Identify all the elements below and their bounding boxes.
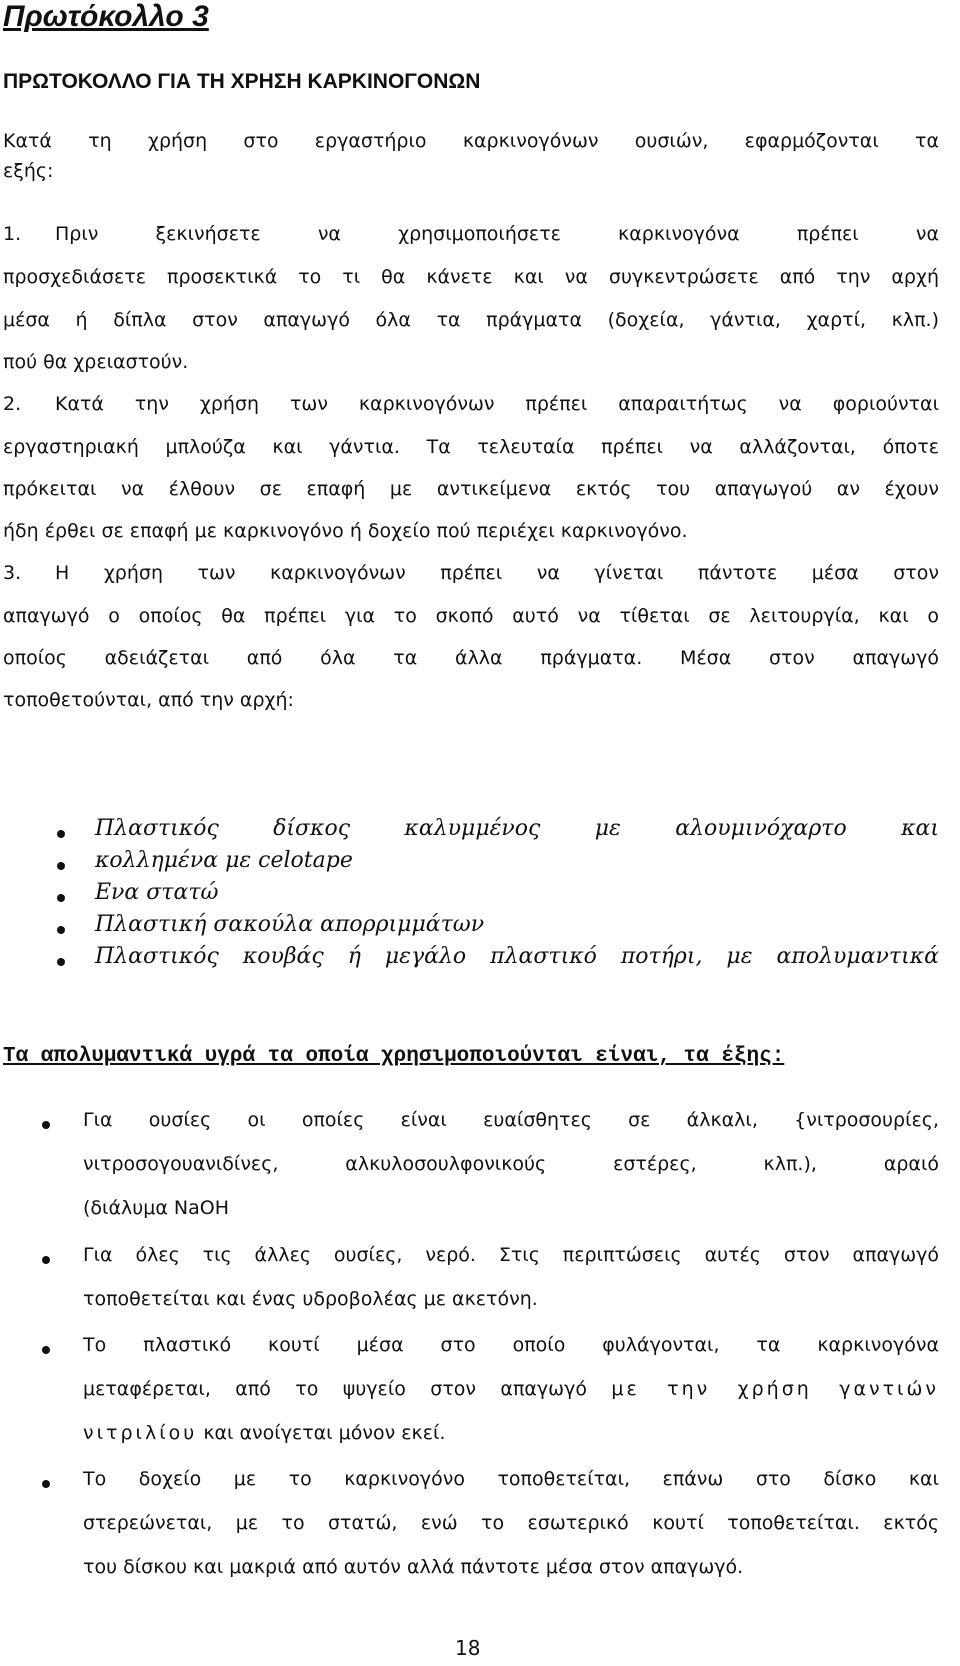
rule-1-line: προσχεδιάσετε προσεκτικά το τι θα κάνετε και να συγκεντρώσετε από την αρχή: [3, 266, 939, 288]
rule-3-line: τοποθετούνται, από την αρχή:: [3, 689, 294, 711]
disinfectant-item-1-line: νιτροσογουανιδίνες, αλκυλοσουλφονικούς εστέρες, κλπ.), αραιό: [83, 1153, 939, 1175]
rule-3-line: [3, 562, 939, 584]
rule-1-number: 1.: [3, 223, 22, 245]
bullet-dot-icon: [42, 1480, 50, 1488]
rule-1-line: μέσα ή δίπλα στον απαγωγό όλα τα πράγματα (δοχεία, γάντια, χαρτί, κλπ.): [3, 309, 939, 331]
rule-2-line: εργαστηριακή μπλούζα και γάντια. Τα τελευταία πρέπει να αλλάζονται, όποτε: [3, 436, 939, 458]
rule-3-line: απαγωγό ο οποίος θα πρέπει για το σκοπό αυτό να τίθεται σε λειτουργία, και ο: [3, 605, 939, 627]
rule-2-line: [3, 393, 939, 415]
gloves-phrase: με την χρήση γαντιών: [611, 1378, 939, 1400]
rule-2-line: πρόκειται να έλθουν σε επαφή με αντικείμενα εκτός του απαγωγού αν έχουν: [3, 478, 939, 500]
bullet-dot-icon: [57, 894, 65, 902]
disinfectant-item-2-line: τοποθετείται και ένας υδροβολέας με ακετόνη.: [83, 1288, 538, 1310]
bullet-dot-icon: [57, 926, 65, 934]
disinfectant-item-3-line: [83, 1422, 939, 1444]
bullet-dot-icon: [57, 830, 65, 838]
disinfectant-item-3-line: Το πλαστικό κουτί μέσα στο οποίο φυλάγονται, τα καρκινογόνα: [83, 1334, 939, 1356]
rule-1-line: [3, 223, 939, 245]
disinfectant-item-4-line: στερεώνεται, με το στατώ, ενώ το εσωτερικό κουτί τοποθετείται. εκτός: [83, 1512, 939, 1534]
rule-2-text: Κατά την χρήση των καρκινογόνων πρέπει απαραιτήτως να φοριούνται: [55, 393, 939, 415]
page-number: 18: [455, 1636, 481, 1660]
disinfectant-item-4-line: Το δοχείο με το καρκινογόνο τοποθετείται, επάνω στο δίσκο και: [83, 1468, 939, 1490]
bullet-dot-icon: [57, 862, 65, 870]
rule-3-line: οποίος αδειάζεται από όλα τα άλλα πράγματα. Μέσα στον απαγωγό: [3, 647, 939, 669]
bullet-dot-icon: [42, 1346, 50, 1354]
disinfectant-item-3-line: [83, 1378, 939, 1400]
rule-1-text: Πριν ξεκινήσετε να χρησιμοποιήσετε καρκινογόνα πρέπει να: [55, 223, 939, 245]
bullet-dot-icon: [57, 958, 65, 966]
intro-line: Κατά τη χρήση στο εργαστήριο καρκινογόνων ουσιών, εφαρμόζονται τα: [3, 130, 939, 152]
rule-1-line: πού θα χρειαστούν.: [3, 351, 189, 373]
disinfectant-item-3-text: μεταφέρεται, από το ψυγείο στον απαγωγό: [83, 1378, 587, 1400]
disinfectant-item-1-line: (διάλυμα NaOH: [83, 1197, 229, 1219]
equipment-item: Πλαστικός κουβάς ή μεγάλο πλαστικό ποτήρι, με απολυμαντικά: [95, 944, 939, 969]
disinfectant-item-3-text: και ανοίγεται μόνον εκεί.: [203, 1422, 446, 1444]
equipment-item: κολλημένα με celotape: [95, 848, 353, 873]
rule-3-text: Η χρήση των καρκινογόνων πρέπει να γίνεται πάντοτε μέσα στον: [55, 562, 939, 584]
protocol-title: Πρωτόκολλο 3: [3, 0, 209, 33]
rule-3-number: 3.: [3, 562, 22, 584]
equipment-item: Ενα στατώ: [95, 880, 219, 905]
rule-2-number: 2.: [3, 393, 22, 415]
bullet-dot-icon: [42, 1121, 50, 1129]
equipment-item: Πλαστικός δίσκος καλυμμένος με αλουμινόχαρτο και: [95, 816, 939, 841]
disinfectant-item-4-line: του δίσκου και μακριά από αυτόν αλλά πάντοτε μέσα στον απαγωγό.: [83, 1556, 744, 1578]
nitrile-word: νιτριλίου: [83, 1422, 198, 1444]
rule-2-line: ήδη έρθει σε επαφή με καρκινογόνο ή δοχείο πού περιέχει καρκινογόνο.: [3, 520, 688, 542]
equipment-item: Πλαστική σακούλα απορριμμάτων: [95, 912, 485, 937]
disinfectants-heading: Τα απολυμαντικά υγρά τα οποία χρησιμοποιούνται είναι, τα έξης:: [3, 1045, 785, 1068]
disinfectant-item-1-line: Για ουσίες οι οποίες είναι ευαίσθητες σε άλκαλι, {νιτροσουρίες,: [83, 1109, 939, 1131]
document-heading: ΠΡΩΤΟΚΟΛΛΟ ΓΙΑ ΤΗ ΧΡΗΣΗ ΚΑΡΚΙΝΟΓΟΝΩΝ: [3, 70, 481, 93]
bullet-dot-icon: [42, 1256, 50, 1264]
intro-line: εξής:: [3, 160, 54, 182]
disinfectant-item-2-line: Για όλες τις άλλες ουσίες, νερό. Στις περιπτώσεις αυτές στον απαγωγό: [83, 1244, 939, 1266]
